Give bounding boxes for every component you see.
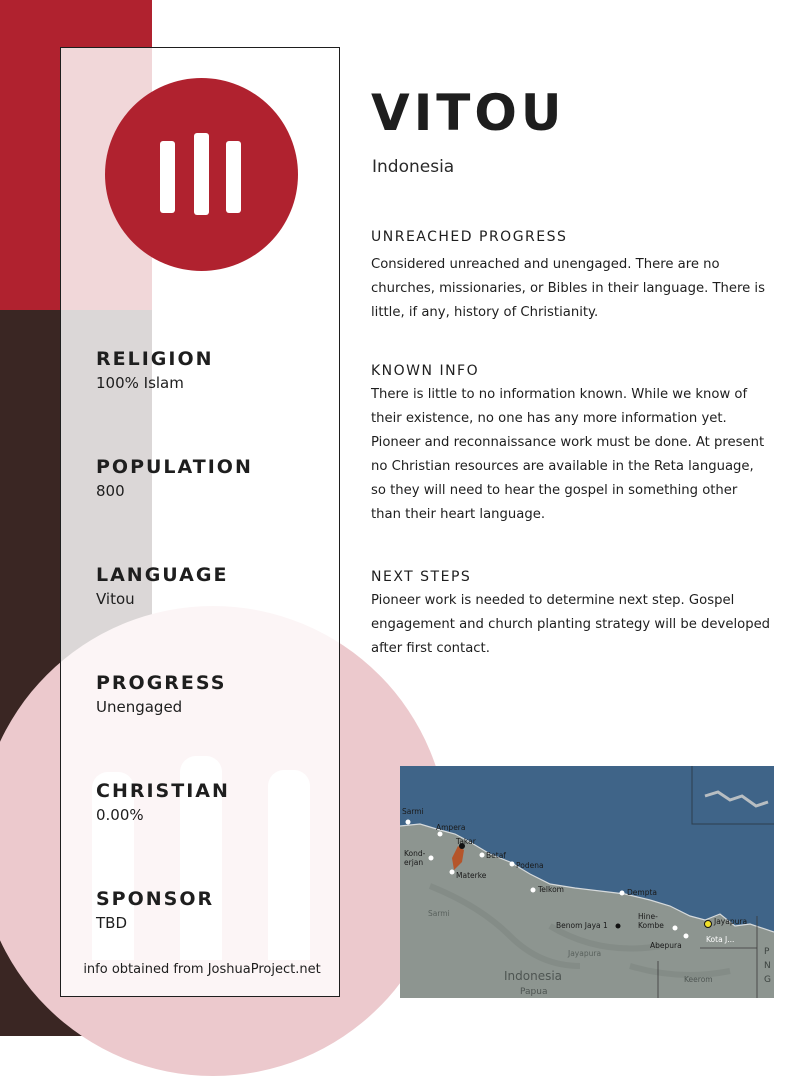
field-label: RELIGION xyxy=(96,348,214,370)
map-label-sarmi-region: Sarmi xyxy=(428,909,450,918)
section-heading: NEXT STEPS xyxy=(371,569,472,585)
field-progress xyxy=(96,672,226,716)
field-label: POPULATION xyxy=(96,456,253,478)
map-dot-dempta xyxy=(620,891,625,896)
section-next-steps xyxy=(371,569,771,661)
section-known-info xyxy=(371,363,771,527)
map-dot-podena xyxy=(510,862,515,867)
map-dot-benom xyxy=(616,924,621,929)
map-label-hine-1: Hine- xyxy=(638,912,658,921)
map-label-konderjan-2: erjan xyxy=(404,858,424,867)
map-dot-betaf xyxy=(480,853,485,858)
logo-bar-middle xyxy=(194,133,209,215)
page-title: VITOU xyxy=(371,84,566,142)
pillar-right xyxy=(268,770,310,960)
field-christian xyxy=(96,780,230,824)
country-name: Indonesia xyxy=(372,157,455,177)
map-dot-materke xyxy=(450,870,455,875)
map-label-png-3: G xyxy=(764,975,771,985)
field-label: CHRISTIAN xyxy=(96,780,230,802)
section-body: Pioneer work is needed to determine next step. Gospel engagement and church planting strategy will be developed after first contact. xyxy=(371,593,771,656)
field-value: 0.00% xyxy=(96,806,144,824)
map-label-png-1: P xyxy=(764,947,770,957)
section-body: Considered unreached and unengaged. There are no churches, missionaries, or Bibles in their language. There is little, if any, history of Christianity. xyxy=(371,257,765,320)
field-value: 800 xyxy=(96,482,125,500)
location-map xyxy=(400,766,774,998)
section-heading: KNOWN INFO xyxy=(371,363,480,379)
field-label: LANGUAGE xyxy=(96,564,229,586)
source-credit: info obtained from JoshuaProject.net xyxy=(83,962,321,977)
field-label: PROGRESS xyxy=(96,672,227,694)
logo-bar-left xyxy=(160,141,175,213)
field-religion xyxy=(96,348,214,392)
map-label-jayapura-region: Jayapura xyxy=(568,949,602,958)
map-label-sarmi: Sarmi xyxy=(402,807,424,816)
map-label-betaf: Betaf xyxy=(486,851,506,860)
map-dot-konderjan xyxy=(429,856,434,861)
map-dot-jayapura xyxy=(705,921,712,928)
map-label-materke: Materke xyxy=(456,871,487,880)
map-dot-abepura xyxy=(684,934,689,939)
map-label-takar: Takar xyxy=(456,837,476,846)
map-label-ampera: Ampera xyxy=(436,823,466,832)
field-value: Vitou xyxy=(96,590,135,608)
map-label-keerom: Keerom xyxy=(684,975,713,984)
field-value: TBD xyxy=(96,914,128,932)
field-label: SPONSOR xyxy=(96,888,215,910)
map-label-benom: Benom Jaya 1 xyxy=(556,921,608,930)
map-label-hine-2: Kombe xyxy=(638,921,664,930)
map-dot-sarmi xyxy=(406,820,411,825)
map-dot-hine xyxy=(673,926,678,931)
map-label-kota: Kota J... xyxy=(706,935,735,944)
map-dot-ampera xyxy=(438,832,443,837)
map-graphic xyxy=(400,766,774,998)
map-label-telkom: Telkom xyxy=(538,885,564,894)
field-sponsor xyxy=(96,888,214,932)
map-dot-telkom xyxy=(531,888,536,893)
field-language xyxy=(96,564,228,608)
field-population xyxy=(96,456,253,500)
section-body: There is little to no information known. While we know of their existence, no one has any more information yet. Pioneer and reconnaissance work must be done. At present no Christian resources are available in the Reta language, so they will need to hear the gospel in something other than their heart language. xyxy=(371,387,765,522)
map-label-dempta: Dempta xyxy=(627,888,657,897)
section-heading: UNREACHED PROGRESS xyxy=(371,229,568,245)
logo-circle xyxy=(105,78,298,271)
section-unreached-progress xyxy=(371,229,771,325)
map-label-podena: Podena xyxy=(516,861,544,870)
map-label-jayapura: Jayapura xyxy=(714,917,748,926)
map-label-png-2: N xyxy=(764,961,771,971)
map-label-papua: Papua xyxy=(520,987,548,997)
map-label-indonesia: Indonesia xyxy=(504,969,563,983)
field-value: 100% Islam xyxy=(96,374,184,392)
map-label-konderjan-1: Kond- xyxy=(404,849,426,858)
logo-bar-right xyxy=(226,141,241,213)
map-label-abepura: Abepura xyxy=(650,941,682,950)
field-value: Unengaged xyxy=(96,698,183,716)
